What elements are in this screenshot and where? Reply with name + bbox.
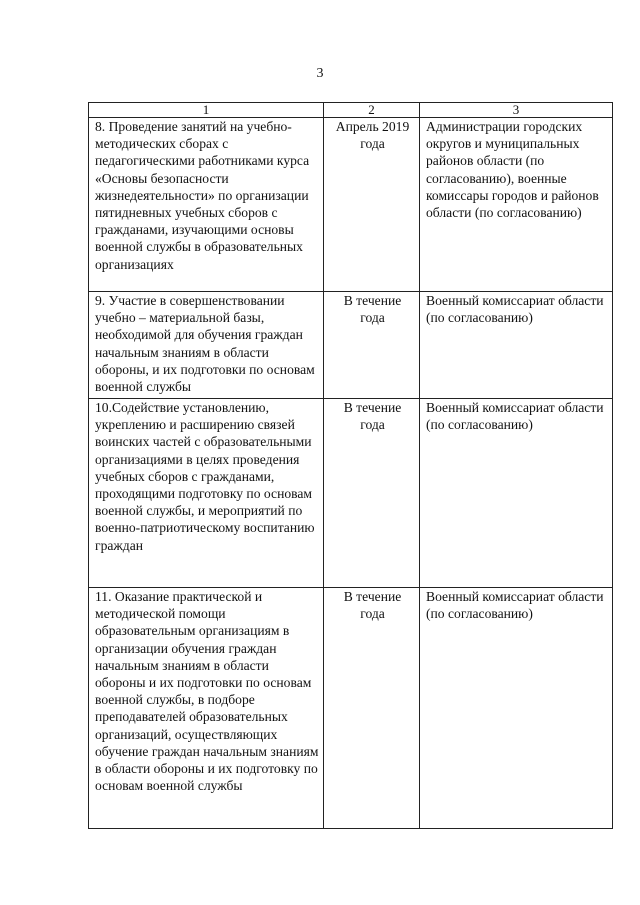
deadline-cell: Апрель 2019 года bbox=[324, 118, 420, 292]
plan-table bbox=[88, 102, 613, 829]
table-header-row bbox=[89, 103, 613, 118]
deadline-cell: В течение года bbox=[324, 588, 420, 829]
responsible-cell: Военный комиссариат области (по согласованию) bbox=[420, 292, 613, 399]
event-cell: 10.Содействие установлению, укреплению и расширению связей воинских частей с образовательными организациями в целях проведения учебных сборов с гражданами, проходящими подготовку по основам военной службы, и мероприятий по военно-патриотическому воспитанию граждан bbox=[89, 399, 324, 588]
table-row bbox=[89, 118, 613, 292]
table-row bbox=[89, 399, 613, 588]
responsible-cell: Военный комиссариат области (по согласованию) bbox=[420, 399, 613, 588]
deadline-cell: В течение года bbox=[324, 399, 420, 588]
event-cell: 8. Проведение занятий на учебно-методических сборах с педагогическими работниками курса «Основы безопасности жизнедеятельности» по организации пятидневных учебных сборов с гражданами, изучающими основы военной службы в образовательных организациях bbox=[89, 118, 324, 292]
table-row bbox=[89, 588, 613, 829]
column-header-2: 2 bbox=[324, 103, 420, 118]
responsible-cell: Администрации городских округов и муниципальных районов области (по согласованию), военные комиссары городов и районов области (по согласованию) bbox=[420, 118, 613, 292]
responsible-cell: Военный комиссариат области (по согласованию) bbox=[420, 588, 613, 829]
column-header-1: 1 bbox=[89, 103, 324, 118]
event-cell: 9. Участие в совершенствовании учебно – материальной базы, необходимой для обучения граждан начальным знаниям в области обороны, и их подготовки по основам военной службы bbox=[89, 292, 324, 399]
event-cell: 11. Оказание практической и методической помощи образовательным организациям в организации обучения граждан начальным знаниям в области обороны и их подготовки по основам военной службы, в подборе преподавателей образовательных организаций, осуществляющих обучение граждан начальным знаниям в области обороны и их подготовку по основам военной службы bbox=[89, 588, 324, 829]
table-row bbox=[89, 292, 613, 399]
deadline-cell: В течение года bbox=[324, 292, 420, 399]
page-number: 3 bbox=[316, 66, 324, 81]
column-header-3: 3 bbox=[420, 103, 613, 118]
